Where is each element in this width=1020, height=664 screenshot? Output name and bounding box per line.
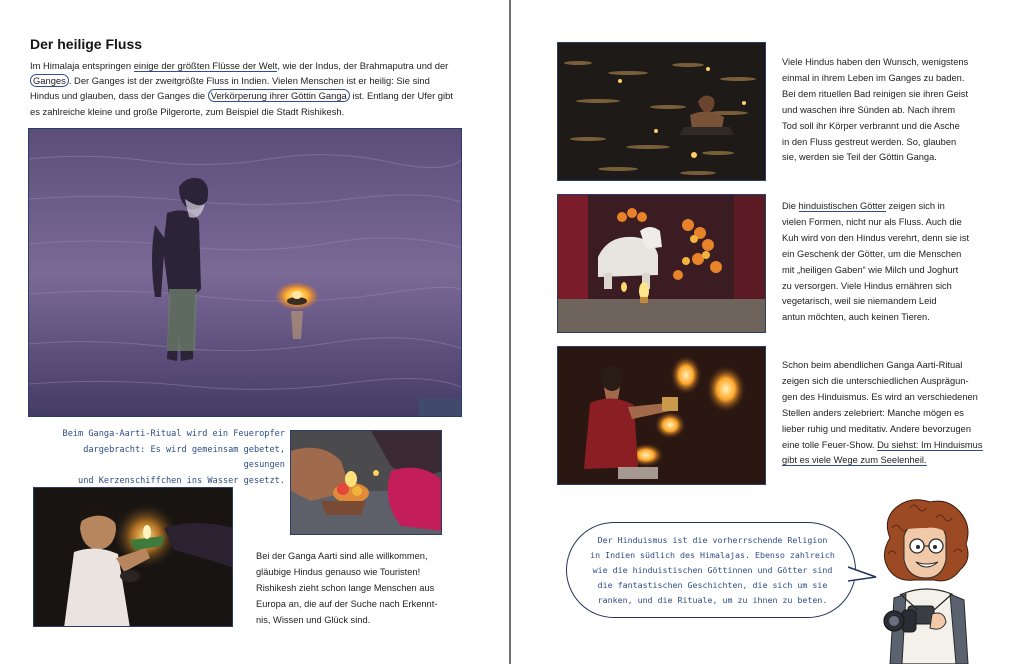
text-line: Kuh wird von den Hindus verehrt, denn sie ist (782, 232, 970, 243)
gods-paragraph (782, 199, 992, 326)
photo-shrine-cow (557, 194, 766, 333)
text-line: lieber ruhig und meditativ. Andere bevorzugen (782, 423, 971, 434)
underlined-phrase: hinduistischen Götter (798, 201, 886, 211)
text-line: Europa an, die auf der Suche nach Erkennt- (256, 598, 438, 609)
text-line: Bei der Ganga Aarti sind alle willkommen, (256, 551, 428, 561)
text-line: gen des Hinduismus. Es wird an verschiedenen (782, 391, 978, 402)
caption-line: dargebracht: Es wird gemeinsam gebetet, gesungen (83, 444, 285, 470)
text-line: Tod soll ihr Körper verbrannt und die Asche (782, 120, 960, 131)
intro-paragraph (30, 58, 460, 119)
text-line: Viele Hindus haben den Wunsch, wenigstens (782, 57, 969, 67)
text-line: Bei dem rituellen Bad reinigen sie ihren Geist (782, 88, 969, 99)
page-title: Der heilige Fluss (30, 36, 143, 52)
bubble-line: Der Hinduismus ist die vorherrschende Religion (597, 535, 828, 545)
text-line: sie, werden sie Teil der Göttin Ganga. (782, 152, 937, 163)
intro-text: . Der Ganges ist der zweitgrößte Fluss in Indien. Vielen Menschen ist er heilig: Sie sind Hindus und glauben, dass der Ganges die (30, 75, 430, 102)
page-gutter (509, 0, 511, 664)
photo-child-with-candle (33, 487, 233, 627)
circled-term-ganga: Verkörperung ihrer Göttin Ganga (208, 89, 350, 102)
bottom-paragraph (256, 549, 476, 629)
bubble-line: wie die hinduistischen Göttinnen und Götter sind (592, 565, 833, 575)
photo-hands-offering (290, 430, 442, 535)
text-line (782, 438, 997, 454)
text-line: zu versorgen. Viele Hindus ernähren sich (782, 280, 952, 291)
aarti-paragraph (782, 358, 997, 469)
text-line (782, 199, 992, 215)
speech-bubble-text (590, 533, 835, 608)
text-segment: Die (782, 201, 799, 211)
circled-term-ganges: Ganges (30, 74, 69, 87)
bubble-line: ranken, und die Rituale, um zu ihnen zu beten. (597, 595, 828, 605)
underlined-phrase: gibt es viele Wege zum Seelenheil. (782, 455, 927, 466)
text-line: mit „heiligen Gaben“ wie Milch und Joghurt (782, 264, 959, 275)
intro-text: , wie der Indus, der Brahmaputra und der (277, 60, 449, 71)
text-line: Schon beim abendlichen Ganga Aarti-Ritual (782, 360, 963, 370)
photo-ritual-bath (557, 42, 766, 181)
photo-caption (40, 427, 285, 489)
underlined-phrase: einige der größten Flüsse der Welt (133, 60, 278, 71)
photo-man-in-river (28, 128, 462, 417)
text-line: in den Fluss gestreut werden. So, glauben (782, 136, 957, 147)
text-line: Rishikesh zieht schon lange Menschen aus (256, 582, 435, 593)
text-segment: eine tolle Feuer-Show. (782, 439, 878, 450)
ritual-bath-paragraph (782, 55, 992, 166)
intro-text: ist. Entlang der Ufer gibt es zahlreiche kleine und große Pilgerorte, zum Beispiel die Stadt Rishikesh. (30, 90, 453, 117)
text-line (782, 453, 997, 469)
text-line: vegetarisch, weil sie niemandem Leid (782, 296, 937, 307)
cartoon-guide-illustration (872, 498, 982, 664)
text-line: und waschen ihre Sünden ab. Nach ihrem (782, 104, 956, 115)
text-line: Stellen anders zelebriert: Manche mögen es (782, 407, 964, 418)
text-line: zeigen sich die unterschiedlichen Ausprägun- (782, 375, 969, 386)
caption-line: und Kerzenschiffchen ins Wasser gesetzt. (78, 475, 285, 486)
bubble-line: in Indien südlich des Himalajas. Ebenso zahlreich (590, 550, 835, 560)
text-line: antun möchten, auch keinen Tieren. (782, 312, 930, 323)
photo-fire-ritual (557, 346, 766, 485)
intro-text: Im Himalaja entspringen (30, 60, 134, 71)
text-line: einmal in ihrem Leben im Ganges zu baden. (782, 72, 965, 83)
text-segment: zeigen sich in (885, 201, 945, 211)
text-line: gläubige Hindus genauso wie Touristen! (256, 566, 421, 577)
caption-line: Beim Ganga-Aarti-Ritual wird ein Feueropfer (62, 429, 285, 439)
text-line: ein Geschenk der Götter, um die Menschen (782, 248, 962, 259)
text-line: nis, Wissen und Glück sind. (256, 614, 371, 625)
bubble-line: die fantastischen Geschichten, die sich um sie (597, 580, 828, 590)
underlined-phrase: Du siehst: Im Hinduismus (877, 439, 983, 450)
text-line: vielen Formen, nicht nur als Fluss. Auch die (782, 216, 962, 227)
